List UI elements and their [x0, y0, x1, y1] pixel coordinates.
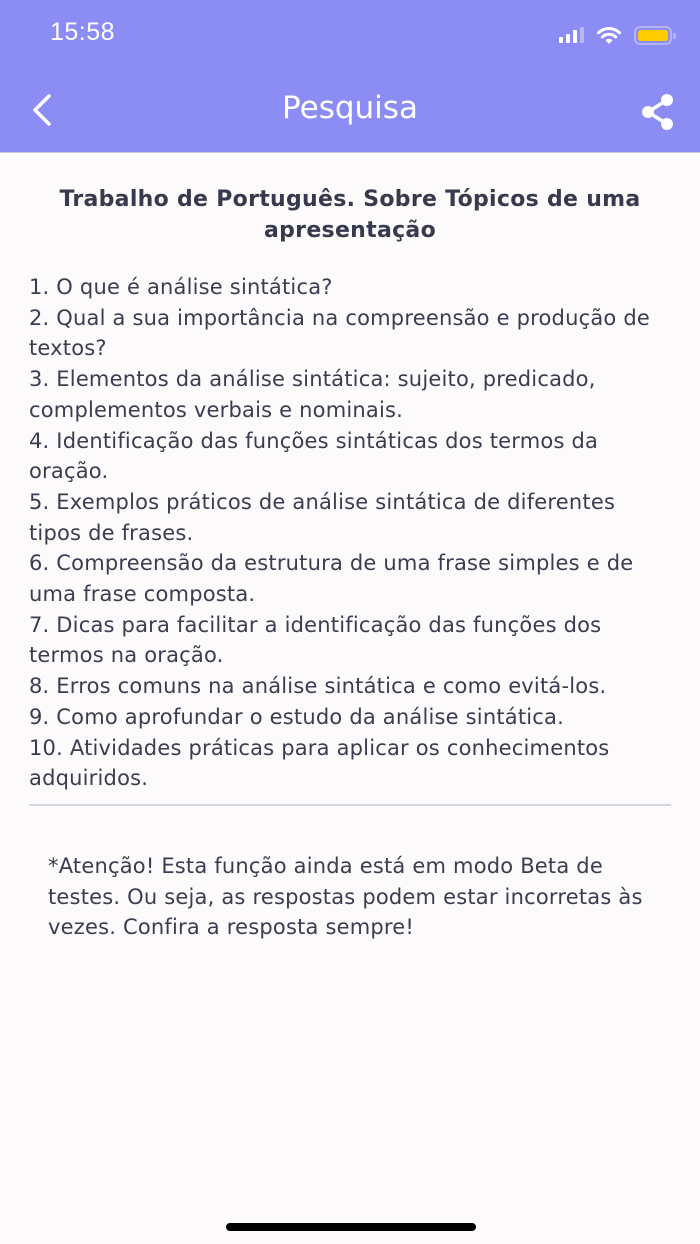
- topic-item: 2. Qual a sua importância na compreensão e produção de textos?: [29, 305, 650, 361]
- content-area: [0, 154, 700, 943]
- home-indicator[interactable]: [226, 1223, 476, 1231]
- signal-icon: [559, 27, 584, 43]
- share-icon: [638, 92, 678, 132]
- share-button[interactable]: [638, 92, 678, 132]
- topic-item: 3. Elementos da análise sintática: sujeito, predicado, complementos verbais e nominais.: [29, 367, 596, 422]
- topic-list: [29, 272, 672, 794]
- status-icons: [559, 24, 672, 46]
- battery-icon: [634, 26, 672, 45]
- status-time: 15:58: [50, 18, 116, 46]
- topic-item: 5. Exemplos práticos de análise sintática de diferentes tipos de frases.: [29, 489, 616, 545]
- topic-item: 10. Atividades práticas para aplicar os conhecimentos adquiridos.: [29, 735, 610, 791]
- topic-item: 4. Identificação das funções sintáticas dos termos da oração.: [29, 428, 599, 484]
- app-header: [0, 0, 700, 153]
- beta-disclaimer: *Atenção! Esta função ainda está em modo Beta de testes. Ou seja, as respostas podem estar incorretas às vezes. Confira a resposta sempre!: [48, 853, 643, 940]
- topic-item: 1. O que é análise sintática?: [29, 275, 333, 299]
- wifi-icon: [596, 26, 622, 45]
- nav-bar: [0, 70, 700, 153]
- document-title: Trabalho de Português. Sobre Tópicos de uma apresentação: [59, 187, 641, 243]
- topic-item: 9. Como aprofundar o estudo da análise sintática.: [29, 704, 564, 729]
- topic-item: 6. Compreensão da estrutura de uma frase simples e de uma frase composta.: [29, 551, 634, 607]
- divider: [29, 804, 671, 806]
- status-bar: [0, 0, 700, 70]
- topic-item: 7. Dicas para facilitar a identificação das funções dos termos na oração.: [29, 612, 602, 668]
- topic-item: 8. Erros comuns na análise sintática e como evitá-los.: [29, 674, 607, 699]
- page-title: Pesquisa: [282, 90, 418, 126]
